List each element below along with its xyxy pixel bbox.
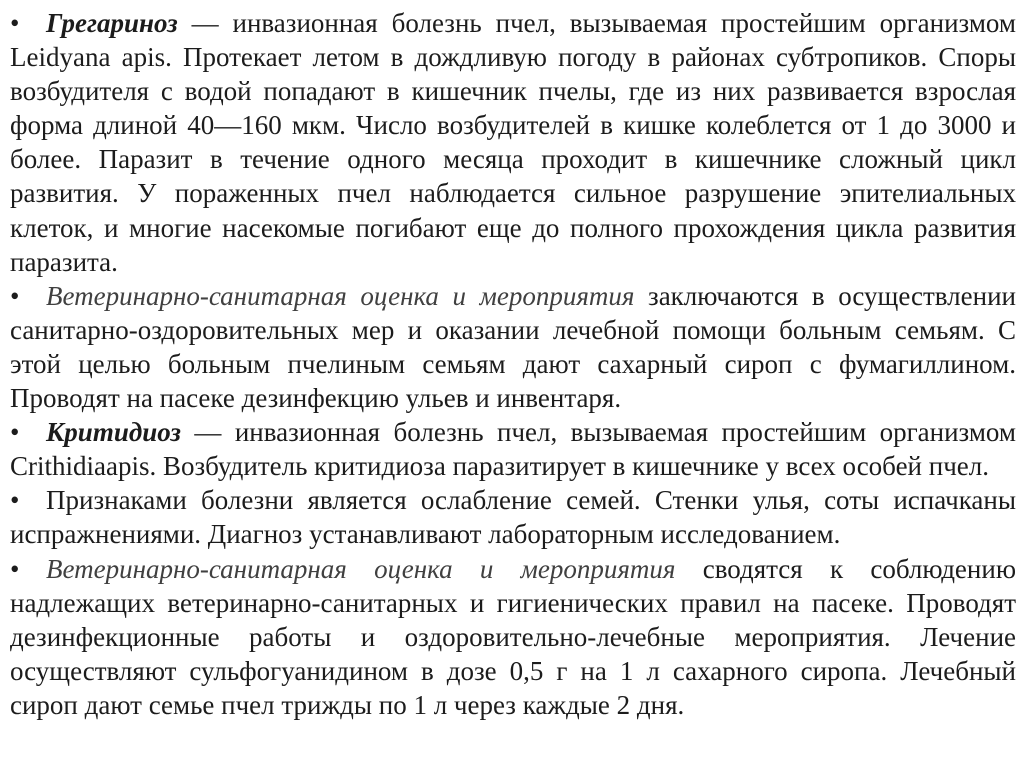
paragraph-text: — инвазионная болезнь пчел, вызываемая простейшим организмом Crithidiaapis. Возбудитель критидиоза паразитирует в кишечнике у всех особей пчел. xyxy=(10,417,1016,482)
paragraph-vet-assessment-2 xyxy=(10,552,1016,722)
paragraph-text: заключаются в осуществлении санитарно-оздоровительных мер и оказании лечебной помощи больным семьям. С этой целью больным пчелиным семьям дают сахарный сироп с фумагиллином. Проводят на пасеке дезинфекцию ульев и инвентаря. xyxy=(10,280,1016,414)
bullet-marker: • xyxy=(10,280,20,311)
term-gregarinoz: Грегариноз xyxy=(46,8,178,38)
term-vet-assessment: Ветеринарно-санитарная оценка и мероприятия xyxy=(46,280,635,311)
term-kritidioz: Критидиоз xyxy=(46,417,181,448)
paragraph-vet-assessment-1 xyxy=(10,279,1016,415)
bullet-marker: • xyxy=(10,485,20,516)
paragraph-gregarinoz xyxy=(10,6,1016,279)
paragraph-text: Признаками болезни является ослабление семей. Стенки улья, соты испачканы испражнениями. Диагноз устанавливают лабораторным исследованием. xyxy=(10,485,1016,550)
paragraph-symptoms xyxy=(10,483,1016,551)
paragraph-kritidioz xyxy=(10,415,1016,483)
bullet-marker: • xyxy=(10,417,20,448)
bullet-marker: • xyxy=(10,8,20,38)
paragraph-text: сводятся к соблюдению надлежащих ветеринарно-санитарных и гигиенических правил на пасеке. Проводят дезинфекционные работы и оздоровительно-лечебные мероприятия. Лечение осуществляют сульфогуанидином в дозе 0,5 г на 1 л сахарного сиропа. Лечебный сироп дают семье пчел трижды по 1 л через каждые 2 дня. xyxy=(10,553,1016,720)
paragraph-text: — инвазионная болезнь пчел, вызываемая простейшим организмом Leidyana apis. Протекает летом в дождливую погоду в районах субтропиков. Споры возбудителя с водой попадают в кишечник пчелы, где из них развивается взрослая форма длиной 40—160 мкм. Число возбудителей в кишке колеблется от 1 до 3000 и более. Паразит в течение одного месяца проходит в кишечнике сложный цикл развития. У пораженных пчел наблюдается сильное разрушение эпителиальных клеток, и многие насекомые погибают еще до полного прохождения цикла развития паразита. xyxy=(10,8,1016,277)
term-vet-assessment: Ветеринарно-санитарная оценка и мероприятия xyxy=(46,553,676,584)
bullet-marker: • xyxy=(10,553,20,584)
